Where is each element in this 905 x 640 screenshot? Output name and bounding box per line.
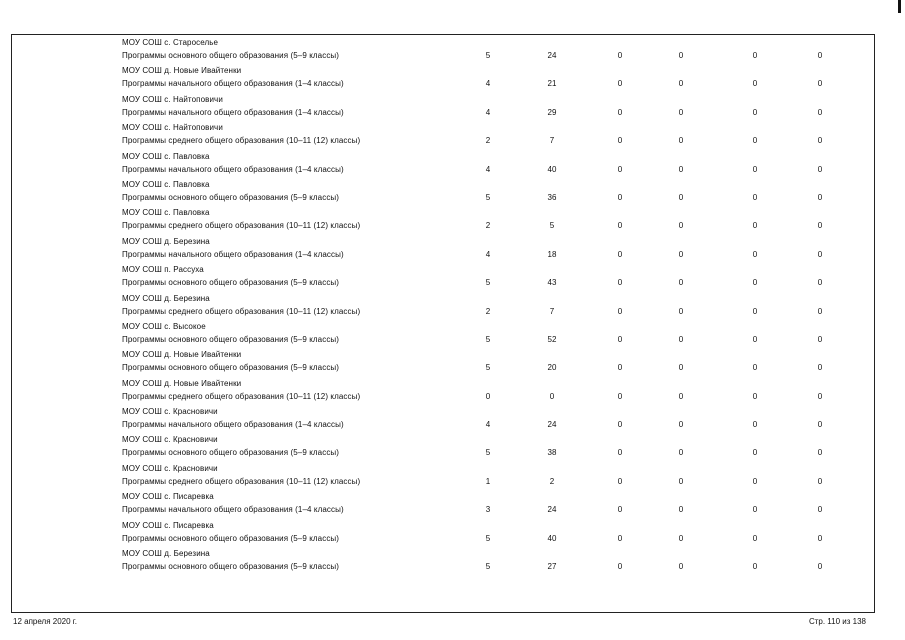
school-name: МОУ СОШ с. Павловка — [122, 179, 210, 189]
value-cell: 0 — [752, 136, 758, 146]
value-cell: 24 — [547, 420, 557, 430]
value-cell: 0 — [817, 391, 823, 401]
value-cell: 0 — [617, 249, 623, 259]
program-name: Программы основного общего образования (5–9 классы) — [122, 533, 340, 543]
table-row — [0, 293, 905, 321]
value-cell: 2 — [485, 306, 491, 316]
value-cell: 0 — [678, 391, 684, 401]
value-cell: 2 — [485, 221, 491, 231]
value-cell: 0 — [678, 505, 684, 515]
school-name: МОУ СОШ с. Красновичи — [122, 435, 218, 445]
value-cell: 0 — [752, 79, 758, 89]
value-cell: 0 — [678, 562, 684, 572]
value-cell: 5 — [549, 221, 555, 231]
table-row — [0, 378, 905, 406]
school-name: МОУ СОШ д. Новые Ивайтенки — [122, 66, 242, 76]
program-name: Программы основного общего образования (5–9 классы) — [122, 192, 340, 202]
table-row — [0, 406, 905, 434]
value-cell: 0 — [617, 363, 623, 373]
value-cell: 1 — [485, 476, 491, 486]
value-cell: 40 — [547, 533, 557, 543]
value-cell: 0 — [817, 278, 823, 288]
value-cell: 7 — [549, 136, 555, 146]
school-name: МОУ СОШ п. Рассуха — [122, 265, 204, 275]
value-cell: 5 — [485, 51, 491, 60]
program-name: Программы основного общего образования (5–9 классы) — [122, 363, 340, 373]
table-row — [0, 179, 905, 207]
value-cell: 0 — [752, 221, 758, 231]
program-name: Программы основного общего образования (5–9 классы) — [122, 562, 340, 572]
page-edge-mark — [898, 0, 901, 13]
value-cell: 24 — [547, 51, 557, 60]
table-row — [0, 548, 905, 576]
value-cell: 0 — [678, 334, 684, 344]
value-cell: 0 — [817, 249, 823, 259]
value-cell: 0 — [752, 249, 758, 259]
program-name: Программы среднего общего образования (10–11 (12) классы) — [122, 476, 361, 486]
value-cell: 5 — [485, 448, 491, 458]
value-cell: 36 — [547, 192, 557, 202]
program-name: Программы основного общего образования (5–9 классы) — [122, 278, 340, 288]
value-cell: 0 — [752, 306, 758, 316]
value-cell: 0 — [678, 164, 684, 174]
value-cell: 0 — [752, 448, 758, 458]
value-cell: 3 — [485, 505, 491, 515]
value-cell: 0 — [617, 136, 623, 146]
value-cell: 4 — [485, 249, 491, 259]
value-cell: 0 — [752, 420, 758, 430]
value-cell: 0 — [817, 221, 823, 231]
value-cell: 29 — [547, 107, 557, 117]
value-cell: 2 — [549, 476, 555, 486]
program-name: Программы начального общего образования (1–4 классы) — [122, 249, 344, 259]
value-cell: 0 — [752, 505, 758, 515]
value-cell: 5 — [485, 334, 491, 344]
school-name: МОУ СОШ д. Березина — [122, 293, 210, 303]
value-cell: 52 — [547, 334, 557, 344]
table-row — [0, 321, 905, 349]
school-name: МОУ СОШ с. Найтоповичи — [122, 123, 223, 133]
table-row — [0, 122, 905, 150]
value-cell: 0 — [752, 107, 758, 117]
value-cell: 0 — [752, 192, 758, 202]
table-row — [0, 94, 905, 122]
value-cell: 0 — [752, 278, 758, 288]
value-cell: 0 — [678, 192, 684, 202]
value-cell: 0 — [617, 533, 623, 543]
value-cell: 0 — [752, 476, 758, 486]
value-cell: 0 — [617, 107, 623, 117]
value-cell: 0 — [752, 562, 758, 572]
value-cell: 4 — [485, 420, 491, 430]
school-name: МОУ СОШ с. Павловка — [122, 151, 210, 161]
value-cell: 0 — [817, 306, 823, 316]
table-row — [0, 65, 905, 93]
value-cell: 0 — [752, 334, 758, 344]
value-cell: 0 — [817, 79, 823, 89]
value-cell: 40 — [547, 164, 557, 174]
value-cell: 5 — [485, 562, 491, 572]
school-name: МОУ СОШ с. Красновичи — [122, 463, 218, 473]
school-name: МОУ СОШ с. Высокое — [122, 321, 206, 331]
program-name: Программы среднего общего образования (10–11 (12) классы) — [122, 136, 361, 146]
value-cell: 43 — [547, 278, 557, 288]
value-cell: 5 — [485, 363, 491, 373]
table-row — [0, 491, 905, 519]
value-cell: 0 — [678, 51, 684, 60]
value-cell: 0 — [752, 533, 758, 543]
program-name: Программы начального общего образования (1–4 классы) — [122, 505, 344, 515]
table-row — [0, 463, 905, 491]
value-cell: 0 — [752, 51, 758, 60]
table-row — [0, 236, 905, 264]
value-cell: 0 — [678, 278, 684, 288]
school-name: МОУ СОШ с. Павловка — [122, 208, 210, 218]
value-cell: 27 — [547, 562, 557, 572]
value-cell: 0 — [752, 391, 758, 401]
value-cell: 0 — [678, 533, 684, 543]
program-name: Программы среднего общего образования (10–11 (12) классы) — [122, 221, 361, 231]
value-cell: 0 — [817, 533, 823, 543]
table-row — [0, 151, 905, 179]
value-cell: 0 — [617, 420, 623, 430]
value-cell: 0 — [817, 334, 823, 344]
program-name: Программы среднего общего образования (10–11 (12) классы) — [122, 391, 361, 401]
footer-page-number: Стр. 110 из 138 — [808, 617, 866, 626]
value-cell: 0 — [678, 136, 684, 146]
school-name: МОУ СОШ д. Березина — [122, 549, 210, 559]
value-cell: 0 — [678, 107, 684, 117]
value-cell: 0 — [678, 420, 684, 430]
program-name: Программы начального общего образования (1–4 классы) — [122, 164, 344, 174]
school-name: МОУ СОШ д. Новые Ивайтенки — [122, 378, 242, 388]
value-cell: 7 — [549, 306, 555, 316]
value-cell: 38 — [547, 448, 557, 458]
value-cell: 18 — [547, 249, 557, 259]
value-cell: 0 — [617, 51, 623, 60]
value-cell: 0 — [817, 505, 823, 515]
table-row — [0, 349, 905, 377]
value-cell: 0 — [752, 164, 758, 174]
value-cell: 0 — [678, 448, 684, 458]
value-cell: 0 — [617, 476, 623, 486]
program-name: Программы начального общего образования (1–4 классы) — [122, 420, 344, 430]
value-cell: 0 — [617, 79, 623, 89]
value-cell: 0 — [549, 391, 555, 401]
value-cell: 0 — [617, 306, 623, 316]
value-cell: 0 — [678, 221, 684, 231]
value-cell: 0 — [678, 306, 684, 316]
school-name: МОУ СОШ с. Староселье — [122, 38, 219, 47]
value-cell: 0 — [617, 505, 623, 515]
school-name: МОУ СОШ с. Найтоповичи — [122, 94, 223, 104]
school-name: МОУ СОШ д. Березина — [122, 236, 210, 246]
value-cell: 0 — [617, 334, 623, 344]
program-name: Программы начального общего образования (1–4 классы) — [122, 107, 344, 117]
school-name: МОУ СОШ с. Красновичи — [122, 407, 218, 417]
value-cell: 4 — [485, 107, 491, 117]
value-cell: 0 — [617, 448, 623, 458]
value-cell: 0 — [817, 448, 823, 458]
value-cell: 5 — [485, 192, 491, 202]
school-name: МОУ СОШ с. Писаревка — [122, 520, 214, 530]
value-cell: 24 — [547, 505, 557, 515]
value-cell: 0 — [817, 363, 823, 373]
table-row — [0, 264, 905, 292]
program-name: Программы основного общего образования (5–9 классы) — [122, 334, 340, 344]
value-cell: 0 — [678, 476, 684, 486]
school-name: МОУ СОШ д. Новые Ивайтенки — [122, 350, 242, 360]
value-cell: 0 — [817, 476, 823, 486]
table-row — [0, 37, 905, 65]
school-name: МОУ СОШ с. Писаревка — [122, 492, 214, 502]
program-name: Программы основного общего образования (5–9 классы) — [122, 51, 340, 60]
footer-date: 12 апреля 2020 г. — [13, 617, 77, 626]
value-cell: 0 — [817, 562, 823, 572]
value-cell: 5 — [485, 278, 491, 288]
value-cell: 0 — [752, 363, 758, 373]
value-cell: 20 — [547, 363, 557, 373]
value-cell: 0 — [817, 107, 823, 117]
value-cell: 2 — [485, 136, 491, 146]
value-cell: 0 — [617, 192, 623, 202]
table-row — [0, 207, 905, 235]
value-cell: 0 — [617, 391, 623, 401]
value-cell: 0 — [817, 51, 823, 60]
value-cell: 4 — [485, 164, 491, 174]
value-cell: 5 — [485, 533, 491, 543]
value-cell: 0 — [817, 192, 823, 202]
program-name: Программы среднего общего образования (10–11 (12) классы) — [122, 306, 361, 316]
value-cell: 0 — [678, 249, 684, 259]
value-cell: 0 — [617, 562, 623, 572]
value-cell: 0 — [485, 391, 491, 401]
data-table — [0, 37, 905, 576]
value-cell: 0 — [617, 164, 623, 174]
value-cell: 0 — [817, 136, 823, 146]
table-row — [0, 434, 905, 462]
value-cell: 0 — [817, 164, 823, 174]
value-cell: 0 — [617, 278, 623, 288]
value-cell: 0 — [617, 221, 623, 231]
value-cell: 4 — [485, 79, 491, 89]
value-cell: 0 — [678, 79, 684, 89]
value-cell: 21 — [547, 79, 557, 89]
value-cell: 0 — [817, 420, 823, 430]
program-name: Программы основного общего образования (5–9 классы) — [122, 448, 340, 458]
value-cell: 0 — [678, 363, 684, 373]
program-name: Программы начального общего образования (1–4 классы) — [122, 79, 344, 89]
table-row — [0, 520, 905, 548]
